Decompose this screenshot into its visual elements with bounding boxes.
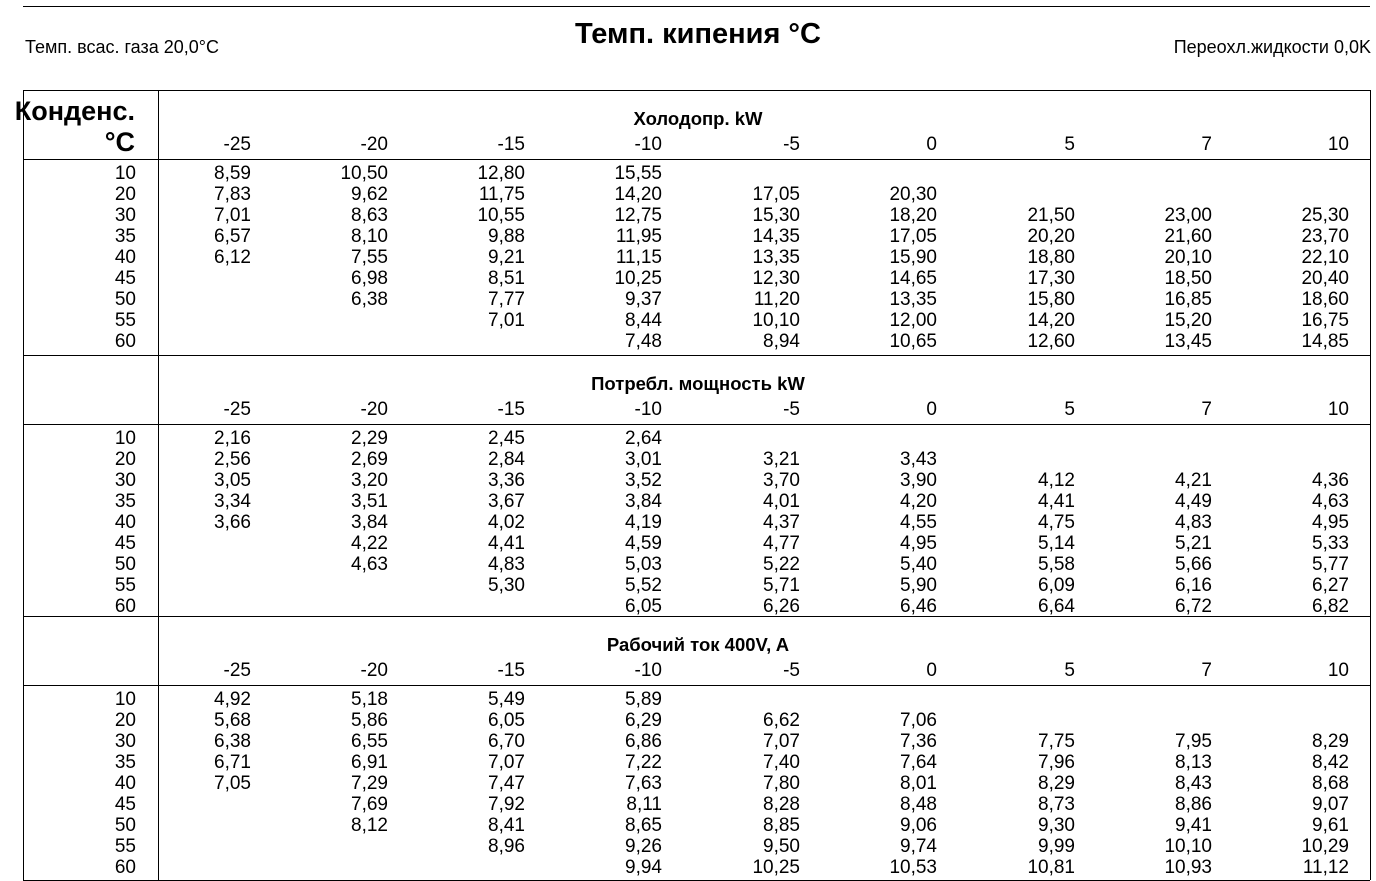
table-cell: 8,10 [351,226,388,247]
table-cell: 11,12 [1302,857,1349,878]
section-header-divider [23,424,1370,425]
table-cell: 8,96 [488,836,525,857]
table-cell: 4,63 [1312,491,1349,512]
table-cell: 7,07 [763,731,800,752]
table-cell: 8,43 [1175,773,1212,794]
table-cell: 20,40 [1301,268,1349,289]
table-cell: 8,12 [351,815,388,836]
table-cell: 7,92 [488,794,525,815]
section-title: Холодопр. kW [633,108,763,129]
table-cell: 4,20 [900,491,937,512]
evaporating-temp-header: -15 [497,660,525,681]
table-cell: 10,55 [477,205,525,226]
table-cell: 4,83 [1175,512,1212,533]
table-cell: 9,99 [1038,836,1075,857]
table-cell: 6,64 [1038,596,1075,617]
table-cell: 4,01 [763,491,800,512]
condensing-temp-label: 55 [114,575,136,596]
table-cell: 4,95 [900,533,937,554]
table-cell: 9,61 [1312,815,1349,836]
table-cell: 21,50 [1027,205,1075,226]
evaporating-temp-header: -20 [360,134,388,155]
section-title: Потребл. мощность kW [591,373,805,394]
table-cell: 9,41 [1175,815,1212,836]
table-cell: 7,69 [351,794,388,815]
table-cell: 15,80 [1027,289,1075,310]
table-cell: 4,77 [763,533,800,554]
table-cell: 7,75 [1038,731,1075,752]
table-cell: 6,62 [763,710,800,731]
table-cell: 6,98 [351,268,388,289]
table-cell: 14,65 [889,268,937,289]
table-cell: 21,60 [1164,226,1212,247]
evaporating-temp-header: 0 [926,399,937,420]
table-cell: 8,41 [488,815,525,836]
table-cell: 8,63 [351,205,388,226]
table-cell: 5,33 [1312,533,1349,554]
table-cell: 6,91 [351,752,388,773]
evaporating-temp-header: 5 [1064,399,1075,420]
table-cell: 8,13 [1175,752,1212,773]
table-cell: 14,20 [1027,310,1075,331]
table-cell: 8,86 [1175,794,1212,815]
table-cell: 7,06 [900,710,937,731]
table-cell: 12,60 [1027,331,1075,352]
table-cell: 4,41 [488,533,525,554]
table-cell: 5,21 [1175,533,1212,554]
condensing-temp-label: 35 [114,491,136,512]
table-cell: 18,50 [1164,268,1212,289]
table-cell: 20,30 [889,184,937,205]
table-cell: 12,75 [614,205,662,226]
table-cell: 6,05 [488,710,525,731]
table-cell: 13,35 [889,289,937,310]
table-cell: 6,71 [214,752,251,773]
table-cell: 2,84 [488,449,525,470]
table-cell: 5,30 [488,575,525,596]
condensing-temp-label: 20 [114,449,136,470]
table-cell: 7,22 [625,752,662,773]
condensing-temp-label: 10 [114,428,136,449]
subcooling-label: Переохл.жидкости 0,0K [1173,37,1371,57]
table-cell: 10,10 [1164,836,1212,857]
condensing-header-unit: °C [104,127,135,157]
table-cell: 8,42 [1312,752,1349,773]
table-cell: 7,63 [625,773,662,794]
evaporating-temp-header: -5 [783,660,800,681]
table-cell: 7,77 [488,289,525,310]
table-cell: 5,14 [1038,533,1075,554]
condensing-temp-label: 50 [114,815,136,836]
table-cell: 9,21 [488,247,525,268]
condensing-temp-label: 55 [114,836,136,857]
table-cell: 17,05 [752,184,800,205]
evaporating-temp-header: 5 [1064,134,1075,155]
table-cell: 3,70 [763,470,800,491]
table-cell: 6,26 [763,596,800,617]
table-cell: 2,56 [214,449,251,470]
condensing-temp-label: 50 [114,554,136,575]
evaporating-temp-header: 5 [1064,660,1075,681]
table-cell: 16,75 [1301,310,1349,331]
table-cell: 7,48 [625,331,662,352]
table-cell: 6,70 [488,731,525,752]
evaporating-temp-header: 7 [1201,134,1212,155]
table-cell: 7,01 [214,205,251,226]
table-cell: 5,49 [488,689,525,710]
condensing-temp-label: 50 [114,289,136,310]
table-cell: 9,74 [900,836,937,857]
table-cell: 12,80 [477,163,525,184]
evaporating-temp-header: -5 [783,399,800,420]
table-cell: 5,68 [214,710,251,731]
table-cell: 7,47 [488,773,525,794]
table-cell: 2,29 [351,428,388,449]
condensing-temp-label: 40 [114,247,136,268]
table-cell: 4,63 [351,554,388,575]
top-rule [23,6,1370,7]
table-cell: 11,95 [615,226,662,247]
evaporating-temp-header: -10 [634,660,662,681]
table-cell: 7,55 [351,247,388,268]
table-cell: 14,85 [1301,331,1349,352]
table-cell: 9,62 [351,184,388,205]
section-title: Рабочий ток 400V, A [606,634,790,655]
table-cell: 7,64 [900,752,937,773]
evaporating-temp-header: -15 [497,399,525,420]
table-cell: 3,34 [214,491,251,512]
table-cell: 9,07 [1312,794,1349,815]
table-cell: 8,94 [763,331,800,352]
table-cell: 6,05 [625,596,662,617]
suction-gas-temp-label: Темп. всас. газа 20,0°C [25,37,219,57]
table-cell: 10,25 [752,857,800,878]
table-cell: 7,83 [214,184,251,205]
table-cell: 3,90 [900,470,937,491]
table-cell: 8,73 [1038,794,1075,815]
table-cell: 5,66 [1175,554,1212,575]
table-cell: 9,50 [763,836,800,857]
table-cell: 4,92 [214,689,251,710]
table-cell: 8,11 [626,794,662,815]
table-cell: 6,82 [1312,596,1349,617]
evaporating-temp-header: 10 [1327,134,1349,155]
table-cell: 5,86 [351,710,388,731]
table-cell: 5,18 [351,689,388,710]
table-cell: 11,75 [478,184,525,205]
evaporating-temp-header: -15 [497,134,525,155]
table-cell: 6,86 [625,731,662,752]
condensing-temp-label: 45 [114,533,136,554]
table-cell: 4,21 [1175,470,1212,491]
table-cell: 7,01 [488,310,525,331]
table-cell: 5,77 [1312,554,1349,575]
table-cell: 15,90 [889,247,937,268]
page-title: Темп. кипения °C [575,18,821,50]
condensing-temp-label: 35 [114,226,136,247]
table-cell: 8,01 [900,773,937,794]
table-cell: 4,95 [1312,512,1349,533]
evaporating-temp-header: -10 [634,134,662,155]
table-cell: 4,36 [1312,470,1349,491]
table-cell: 3,67 [488,491,525,512]
table-cell: 6,12 [214,247,251,268]
table-cell: 5,58 [1038,554,1075,575]
condensing-temp-label: 45 [114,268,136,289]
table-cell: 4,37 [763,512,800,533]
table-cell: 7,40 [763,752,800,773]
table-cell: 4,59 [625,533,662,554]
table-cell: 14,20 [614,184,662,205]
table-cell: 18,60 [1301,289,1349,310]
table-cell: 10,10 [752,310,800,331]
evaporating-temp-header: -10 [634,399,662,420]
condensing-temp-label: 60 [114,857,136,878]
condensing-temp-header [5,96,135,158]
table-cell: 4,02 [488,512,525,533]
table-cell: 11,20 [753,289,800,310]
table-cell: 6,38 [214,731,251,752]
table-cell: 6,57 [214,226,251,247]
table-cell: 11,15 [615,247,662,268]
table-cell: 8,59 [214,163,251,184]
table-cell: 12,00 [889,310,937,331]
table-cell: 15,30 [752,205,800,226]
table-cell: 14,35 [752,226,800,247]
table-cell: 6,72 [1175,596,1212,617]
table-cell: 15,55 [614,163,662,184]
table-cell: 6,29 [625,710,662,731]
table-cell: 4,75 [1038,512,1075,533]
table-cell: 16,85 [1164,289,1212,310]
condensing-temp-label: 40 [114,512,136,533]
condensing-temp-label: 30 [114,731,136,752]
table-cell: 7,05 [214,773,251,794]
table-cell: 6,09 [1038,575,1075,596]
table-cell: 4,55 [900,512,937,533]
table-cell: 13,45 [1164,331,1212,352]
table-cell: 18,20 [889,205,937,226]
table-cell: 10,81 [1027,857,1075,878]
table-cell: 6,55 [351,731,388,752]
table-cell: 3,01 [625,449,662,470]
condensing-temp-label: 20 [114,184,136,205]
table-cell: 17,05 [889,226,937,247]
section-top-border [23,616,1370,617]
table-cell: 20,10 [1164,247,1212,268]
table-cell: 12,30 [752,268,800,289]
table-cell: 6,27 [1312,575,1349,596]
evaporating-temp-header: 0 [926,134,937,155]
evaporating-temp-header: 7 [1201,660,1212,681]
evaporating-temp-header: 10 [1327,660,1349,681]
table-cell: 3,84 [625,491,662,512]
table-cell: 3,84 [351,512,388,533]
evaporating-temp-header: -20 [360,660,388,681]
table-cell: 10,25 [614,268,662,289]
condensing-temp-label: 30 [114,470,136,491]
table-cell: 5,71 [763,575,800,596]
table-cell: 4,49 [1175,491,1212,512]
table-cell: 2,69 [351,449,388,470]
table-cell: 3,52 [625,470,662,491]
table-cell: 15,20 [1164,310,1212,331]
section-header-divider [23,685,1370,686]
table-cell: 20,20 [1027,226,1075,247]
evaporating-temp-header: 7 [1201,399,1212,420]
table-cell: 8,51 [488,268,525,289]
evaporating-temp-header: -25 [223,399,251,420]
table-cell: 10,50 [340,163,388,184]
section-header-divider [23,159,1370,160]
table-cell: 7,36 [900,731,937,752]
condensing-temp-label: 35 [114,752,136,773]
table-cell: 6,16 [1175,575,1212,596]
condensing-temp-label: 10 [114,163,136,184]
condensing-temp-label: 10 [114,689,136,710]
table-cell: 9,06 [900,815,937,836]
table-left-border [23,90,24,880]
table-cell: 3,66 [214,512,251,533]
table-right-border [1370,90,1371,880]
table-cell: 9,94 [625,857,662,878]
condensing-temp-label: 30 [114,205,136,226]
section-top-border [23,90,1370,91]
table-cell: 7,95 [1175,731,1212,752]
table-cell: 5,22 [763,554,800,575]
table-cell: 10,93 [1164,857,1212,878]
table-cell: 5,89 [625,689,662,710]
table-cell: 10,53 [889,857,937,878]
table-cell: 3,36 [488,470,525,491]
table-cell: 9,37 [625,289,662,310]
table-cell: 10,65 [889,331,937,352]
table-cell: 4,12 [1038,470,1075,491]
table-cell: 17,30 [1027,268,1075,289]
table-cell: 8,65 [625,815,662,836]
evaporating-temp-header: 0 [926,660,937,681]
table-cell: 9,26 [625,836,662,857]
table-cell: 8,68 [1312,773,1349,794]
evaporating-temp-header: -20 [360,399,388,420]
table-cell: 5,52 [625,575,662,596]
table-cell: 3,20 [351,470,388,491]
table-cell: 3,05 [214,470,251,491]
condensing-temp-label: 60 [114,331,136,352]
table-cell: 9,30 [1038,815,1075,836]
table-cell: 13,35 [752,247,800,268]
table-cell: 2,64 [625,428,662,449]
condensing-temp-label: 40 [114,773,136,794]
table-cell: 8,48 [900,794,937,815]
evaporating-temp-header: -25 [223,134,251,155]
table-cell: 7,07 [488,752,525,773]
table-cell: 8,28 [763,794,800,815]
table-cell: 2,45 [488,428,525,449]
table-cell: 4,41 [1038,491,1075,512]
condensing-column-divider [158,90,159,880]
section-top-border [23,355,1370,356]
table-cell: 3,21 [763,449,800,470]
condensing-header-label: Конденс. [14,96,135,126]
table-cell: 3,51 [351,491,388,512]
table-cell: 25,30 [1301,205,1349,226]
evaporating-temp-header: -5 [783,134,800,155]
table-cell: 7,96 [1038,752,1075,773]
table-cell: 18,80 [1027,247,1075,268]
condensing-temp-label: 45 [114,794,136,815]
table-cell: 4,19 [625,512,662,533]
table-cell: 3,43 [900,449,937,470]
table-cell: 8,44 [625,310,662,331]
table-cell: 23,70 [1301,226,1349,247]
table-cell: 4,83 [488,554,525,575]
table-cell: 23,00 [1164,205,1212,226]
table-cell: 8,29 [1038,773,1075,794]
condensing-temp-label: 55 [114,310,136,331]
table-cell: 2,16 [214,428,251,449]
table-cell: 6,38 [351,289,388,310]
evaporating-temp-header: -25 [223,660,251,681]
evaporating-temp-header: 10 [1327,399,1349,420]
table-cell: 6,46 [900,596,937,617]
condensing-temp-label: 60 [114,596,136,617]
table-cell: 5,03 [625,554,662,575]
table-cell: 7,80 [763,773,800,794]
table-cell: 5,40 [900,554,937,575]
table-cell: 8,85 [763,815,800,836]
table-cell: 5,90 [900,575,937,596]
table-cell: 10,29 [1301,836,1349,857]
table-cell: 7,29 [351,773,388,794]
condensing-temp-label: 20 [114,710,136,731]
table-cell: 4,22 [351,533,388,554]
table-cell: 8,29 [1312,731,1349,752]
table-cell: 22,10 [1301,247,1349,268]
table-cell: 9,88 [488,226,525,247]
